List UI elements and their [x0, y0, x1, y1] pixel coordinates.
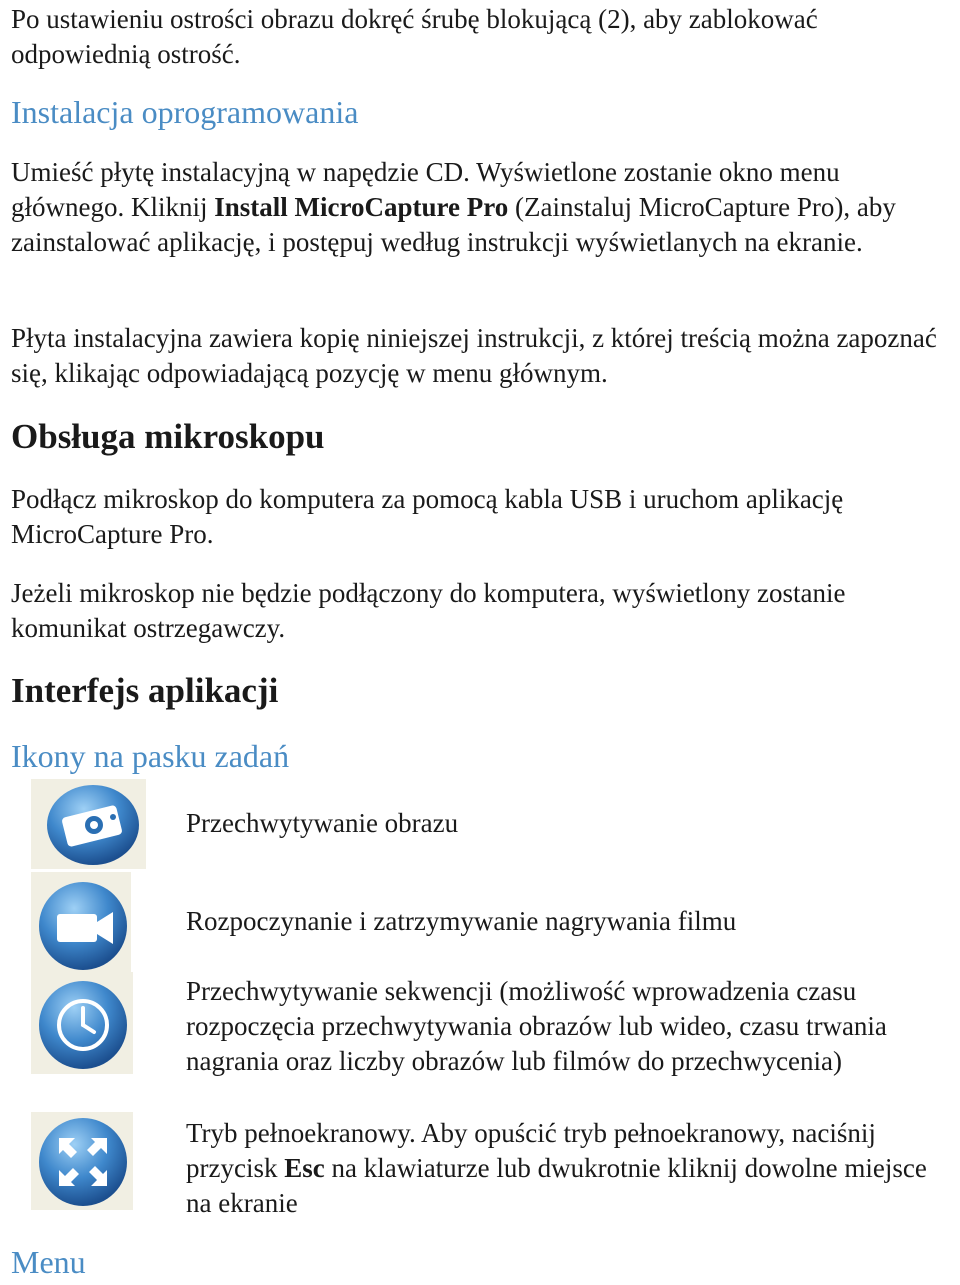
- taskbar-icons-heading: Ikony na pasku zadań: [11, 738, 290, 774]
- install-paragraph-2: Płyta instalacyjna zawiera kopię niniejszej instrukcji, z której treścią można zapoznać się, klikając odpowiadającą pozycję w menu głównym.: [11, 323, 937, 388]
- clock-icon: [31, 972, 133, 1074]
- video-camera-icon: [31, 872, 131, 972]
- icon-label-sequence: Przechwytywanie sekwencji (możliwość wprowadzenia czasu rozpoczęcia przechwytywania obrazów lub wideo, czasu trwania nagrania oraz liczby obrazów lub filmów do przechwycenia): [186, 976, 887, 1076]
- usage-paragraph-2: Jeżeli mikroskop nie będzie podłączony do komputera, wyświetlony zostanie komunikat ostrzegawczy.: [11, 578, 846, 643]
- interface-heading: Interfejs aplikacji: [11, 671, 279, 710]
- intro-paragraph: Po ustawieniu ostrości obrazu dokręć śrubę blokującą (2), aby zablokować odpowiednią ostrość.: [11, 4, 818, 69]
- usage-heading: Obsługa mikroskopu: [11, 417, 325, 456]
- install-paragraph-1: [11, 155, 956, 260]
- camera-icon: [31, 779, 146, 869]
- fullscreen-icon: [31, 1112, 133, 1210]
- menu-heading: Menu: [11, 1244, 86, 1280]
- install-text-a: Umieść płytę instalacyjną w napędzie CD. Wyświetlone zostanie okno menu głównego. Kliknij: [11, 157, 840, 222]
- install-text-b: (Zainstaluj MicroCapture Pro), aby zainstalować aplikację, i postępuj według instrukcji wyświetlanych na ekranie.: [11, 192, 896, 257]
- install-heading: Instalacja oprogramowania: [11, 94, 359, 130]
- icon-label-capture: Przechwytywanie obrazu: [186, 808, 459, 838]
- usage-paragraph-1: Podłącz mikroskop do komputera za pomocą kabla USB i uruchom aplikację MicroCapture Pro.: [11, 484, 844, 549]
- fullscreen-text-b: na klawiaturze lub dwukrotnie kliknij dowolne miejsce na ekranie: [186, 1153, 927, 1218]
- esc-key-label: Esc: [284, 1153, 325, 1183]
- icon-label-fullscreen: [186, 1116, 956, 1221]
- install-app-name: Install MicroCapture Pro: [214, 192, 509, 222]
- icon-label-record: Rozpoczynanie i zatrzymywanie nagrywania filmu: [186, 906, 737, 936]
- fullscreen-text-a: Tryb pełnoekranowy. Aby opuścić tryb pełnoekranowy, naciśnij przycisk: [186, 1118, 876, 1183]
